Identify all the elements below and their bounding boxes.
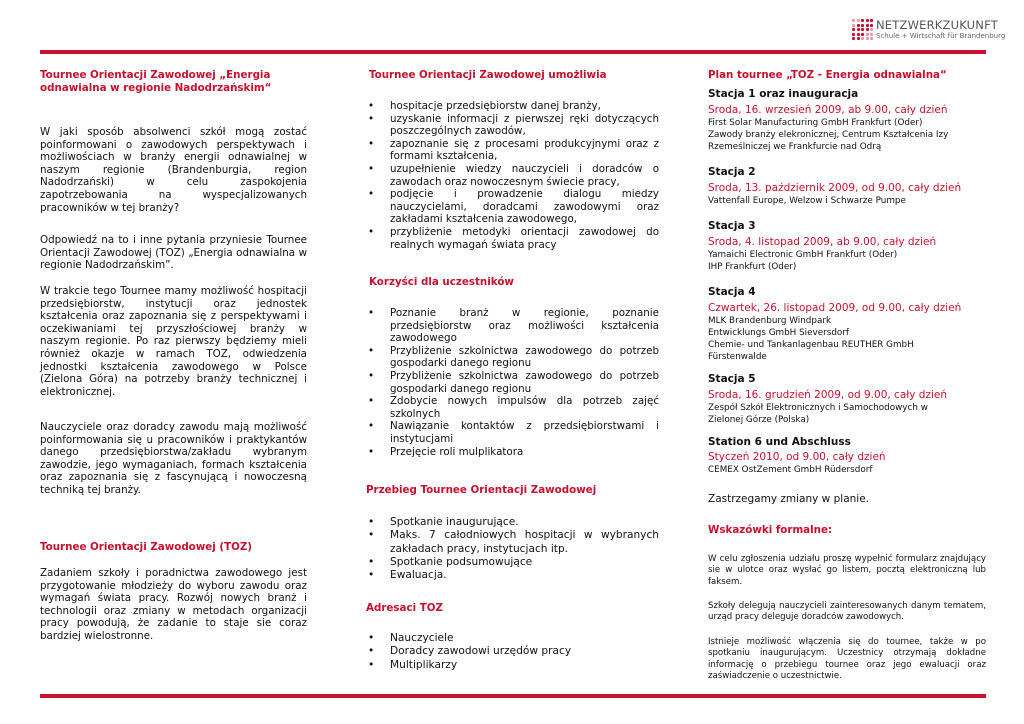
list-item: • Ewaluacja.	[366, 569, 659, 582]
station-title: Stacja 2	[708, 166, 756, 178]
station-location: Vattenfall Europe, Welzow i Schwarze Pumpe	[708, 195, 906, 206]
col2-heading-4: Adresaci TOZ	[366, 602, 443, 614]
logo-mark-icon	[852, 19, 874, 41]
station-location: Zawody branży elekronicznej, Centrum Kształcenia Izy Rzemeślniczej we Frankfurcie nad Odrą	[708, 129, 949, 152]
col1-paragraph-3: W trakcie tego Tournee mamy możliwość hospitacji przedsiębiorstw, instytucji oraz jednostek kształcenia oraz zapoznania się z perspektywami i oczekiwaniami tej przyszłościowej branży w naszym regionie. Po raz pierwszy będziemy mieli również okazje w ramach TOZ, odwiedzenia jednostki kształcenia zawodowego w Polsce (Zielona Góra) na potrzeby branży technicznej i elektronicznej.	[40, 285, 307, 398]
col3-heading-2: Wskazówki formalne:	[708, 524, 833, 536]
station-title: Stacja 5	[708, 373, 756, 385]
list-item: • Poznanie branż w regionie, poznanie przedsiębiorstw oraz możliwości kształcenia zawodowego	[366, 307, 659, 345]
station-5	[708, 373, 986, 426]
list-item: • hospitacje przedsiębiorstw danej branży,	[366, 100, 659, 113]
station-date: Styczeń 2010, od 9.00, cały dzień	[708, 450, 886, 463]
schedule-note: Zastrzegamy zmiany w planie.	[708, 493, 869, 505]
formal-note-3: Istnieje możliwość włączenia się do tournee, także w po spotkaniu inaugurującym. Uczestnicy otrzymają dokładne informację o przebiegu tournee oraz jego ewaluacji oraz zaświadczenie o uczestnictwie.	[708, 637, 986, 681]
station-location: MLK Brandenburg Windpark Entwicklungs GmbH Sieversdorf	[708, 315, 850, 338]
list-item: • Nawiązanie kontaktów z przedsiębiorstwami i instytucjami	[366, 420, 659, 445]
col1-heading-2: Tournee Orientacji Zawodowej (TOZ)	[40, 541, 253, 553]
list-item: • Zdobycie nowych impulsów dla potrzeb zajęć szkolnych	[366, 395, 659, 420]
station-date: Sroda, 4. listopad 2009, ab 9.00, cały dzień	[708, 235, 937, 248]
station-location: Zespół Szkół Elektronicznych i Samochodowych w Zielonej Górze (Polska)	[708, 402, 928, 425]
list-item: • Nauczyciele	[366, 632, 659, 645]
col2-list-2	[366, 307, 659, 458]
station-title: Station 6 und Abschluss	[708, 436, 851, 448]
station-location: IHP Frankfurt (Oder)	[708, 261, 797, 272]
logo-subtitle: Schule + Wirtschaft für Brandenburg	[876, 32, 1006, 40]
bottom-divider	[40, 694, 986, 698]
col1-paragraph-2: Odpowiedź na to i inne pytania przyniesie Tournee Orientacji Zawodowej (TOZ) „Energia odnawialna w regionie Nadodrzańskim”.	[40, 234, 307, 272]
list-item: • podjęcie i prowadzenie dialogu miedzy nauczycielami, doradcami zawodowymi oraz zakładami kształcenia zawodowego,	[366, 188, 659, 226]
list-item: • Przybliżenie szkolnictwa zawodowego do potrzeb gospodarki danego regionu	[366, 345, 659, 370]
station-3	[708, 220, 986, 273]
station-1	[708, 88, 986, 153]
col2-heading-3: Przebieg Tournee Orientacji Zawodowej	[366, 484, 597, 496]
station-location: Yamaichi Electronic GmbH Frankfurt (Oder)	[708, 249, 898, 260]
station-4	[708, 286, 986, 363]
list-item: • Doradcy zawodowi urzędów pracy	[366, 645, 659, 658]
list-item: • uzyskanie informacji z pierwszej ręki dotyczących poszczególnych zawodów,	[366, 113, 659, 138]
station-6	[708, 436, 986, 476]
col1-paragraph-4: Nauczyciele oraz doradcy zawodu mają możliwość poinformowania się u pracowników i praktykantów danego przedsiębiorstwa/zakładu wybranym zawodzie, jego wymaganiach, formach kształcenia oraz zapoznania się z fascynującą i nowoczesną techniką tej branży.	[40, 421, 307, 496]
logo-name: NETZWERKZUKUNFT	[876, 18, 998, 32]
station-location: CEMEX OstZement GmbH Rüdersdorf	[708, 464, 873, 475]
logo	[852, 18, 1006, 44]
station-title: Stacja 3	[708, 220, 756, 232]
list-item: • Multiplikarzy	[366, 659, 659, 672]
station-date: Czwartek, 26. listopad 2009, od 9.00, cały dzień	[708, 301, 962, 314]
col2-list-1	[366, 100, 659, 251]
col1-paragraph-1: W jaki sposób absolwenci szkół mogą zostać poinformowani o zawodowych perspektywach i możliwościach w branży energii odnawialnej w naszym regionie (Brandenburgia, region Nadodrzański) w celu zaspokojenia zapotrzebowania na wyspecjalizowanych pracowników w tej branży?	[40, 126, 307, 214]
station-location: First Solar Manufacturing GmbH Frankfurt (Oder)	[708, 117, 923, 128]
station-date: Sroda, 13. październik 2009, od 9.00, cały dzień	[708, 181, 962, 194]
col3-heading-1: Plan tournee „TOZ - Energia odnawialna“	[708, 69, 947, 81]
col2-heading-1: Tournee Orientacji Zawodowej umożliwia	[369, 69, 607, 81]
col2-heading-2: Korzyści dla uczestników	[369, 276, 514, 288]
list-item: • Maks. 7 całodniowych hospitacji w wybranych zakładach pracy, instytucjach itp.	[366, 529, 659, 556]
station-title: Stacja 1 oraz inauguracja	[708, 88, 859, 100]
station-date: Sroda, 16. grudzień 2009, od 9.00, cały dzień	[708, 388, 947, 401]
formal-note-1: W celu zgłoszenia udziału proszę wypełnić formularz znajdujący sie w ulotce oraz wysłać go listem, pocztą elektroniczną lub faksem.	[708, 554, 986, 587]
list-item: • zapoznanie się z procesami produkcyjnymi oraz z formami kształcenia,	[366, 138, 659, 163]
list-item: • Przybliżenie szkolnictwa zawodowego do potrzeb gospodarki danego regionu	[366, 370, 659, 395]
col2-list-3	[366, 516, 659, 582]
list-item: • Przejęcie roli mulplikatora	[366, 446, 659, 459]
col2-list-4	[366, 632, 659, 672]
list-item: • Spotkanie podsumowujące	[366, 556, 659, 569]
station-2	[708, 166, 986, 207]
top-divider	[40, 50, 986, 54]
station-title: Stacja 4	[708, 286, 756, 298]
list-item: • uzupełnienie wiedzy nauczycieli i doradców o zawodach oraz nowoczesnym świecie pracy,	[366, 163, 659, 188]
col1-heading: Tournee Orientacji Zawodowej „Energia odnawialna w regionie Nadodrzańskim“	[40, 69, 272, 94]
list-item: • Spotkanie inaugurujące.	[366, 516, 659, 529]
formal-note-2: Szkoły delegują nauczycieli zainteresowanych danym tematem, urząd pracy deleguje doradców zawodowych.	[708, 601, 986, 623]
col1-paragraph-5: Zadaniem szkoły i poradnictwa zawodowego jest przygotowanie młodzieży do wyboru zawodu oraz wymagań świata pracy. Rozwój nowych branż i technologii oraz zmiany w metodach organizacji pracy powodują, że zadanie to staje sie coraz bardziej wielostronne.	[40, 567, 307, 642]
list-item: • przybliżenie metodyki orientacji zawodowej do realnych wymagań świata pracy	[366, 226, 659, 251]
station-date: Sroda, 16. wrzesień 2009, ab 9.00, cały dzień	[708, 103, 948, 116]
station-location: Chemie- und Tankanlagenbau REUTHER GmbH Fürstenwalde	[708, 339, 914, 362]
